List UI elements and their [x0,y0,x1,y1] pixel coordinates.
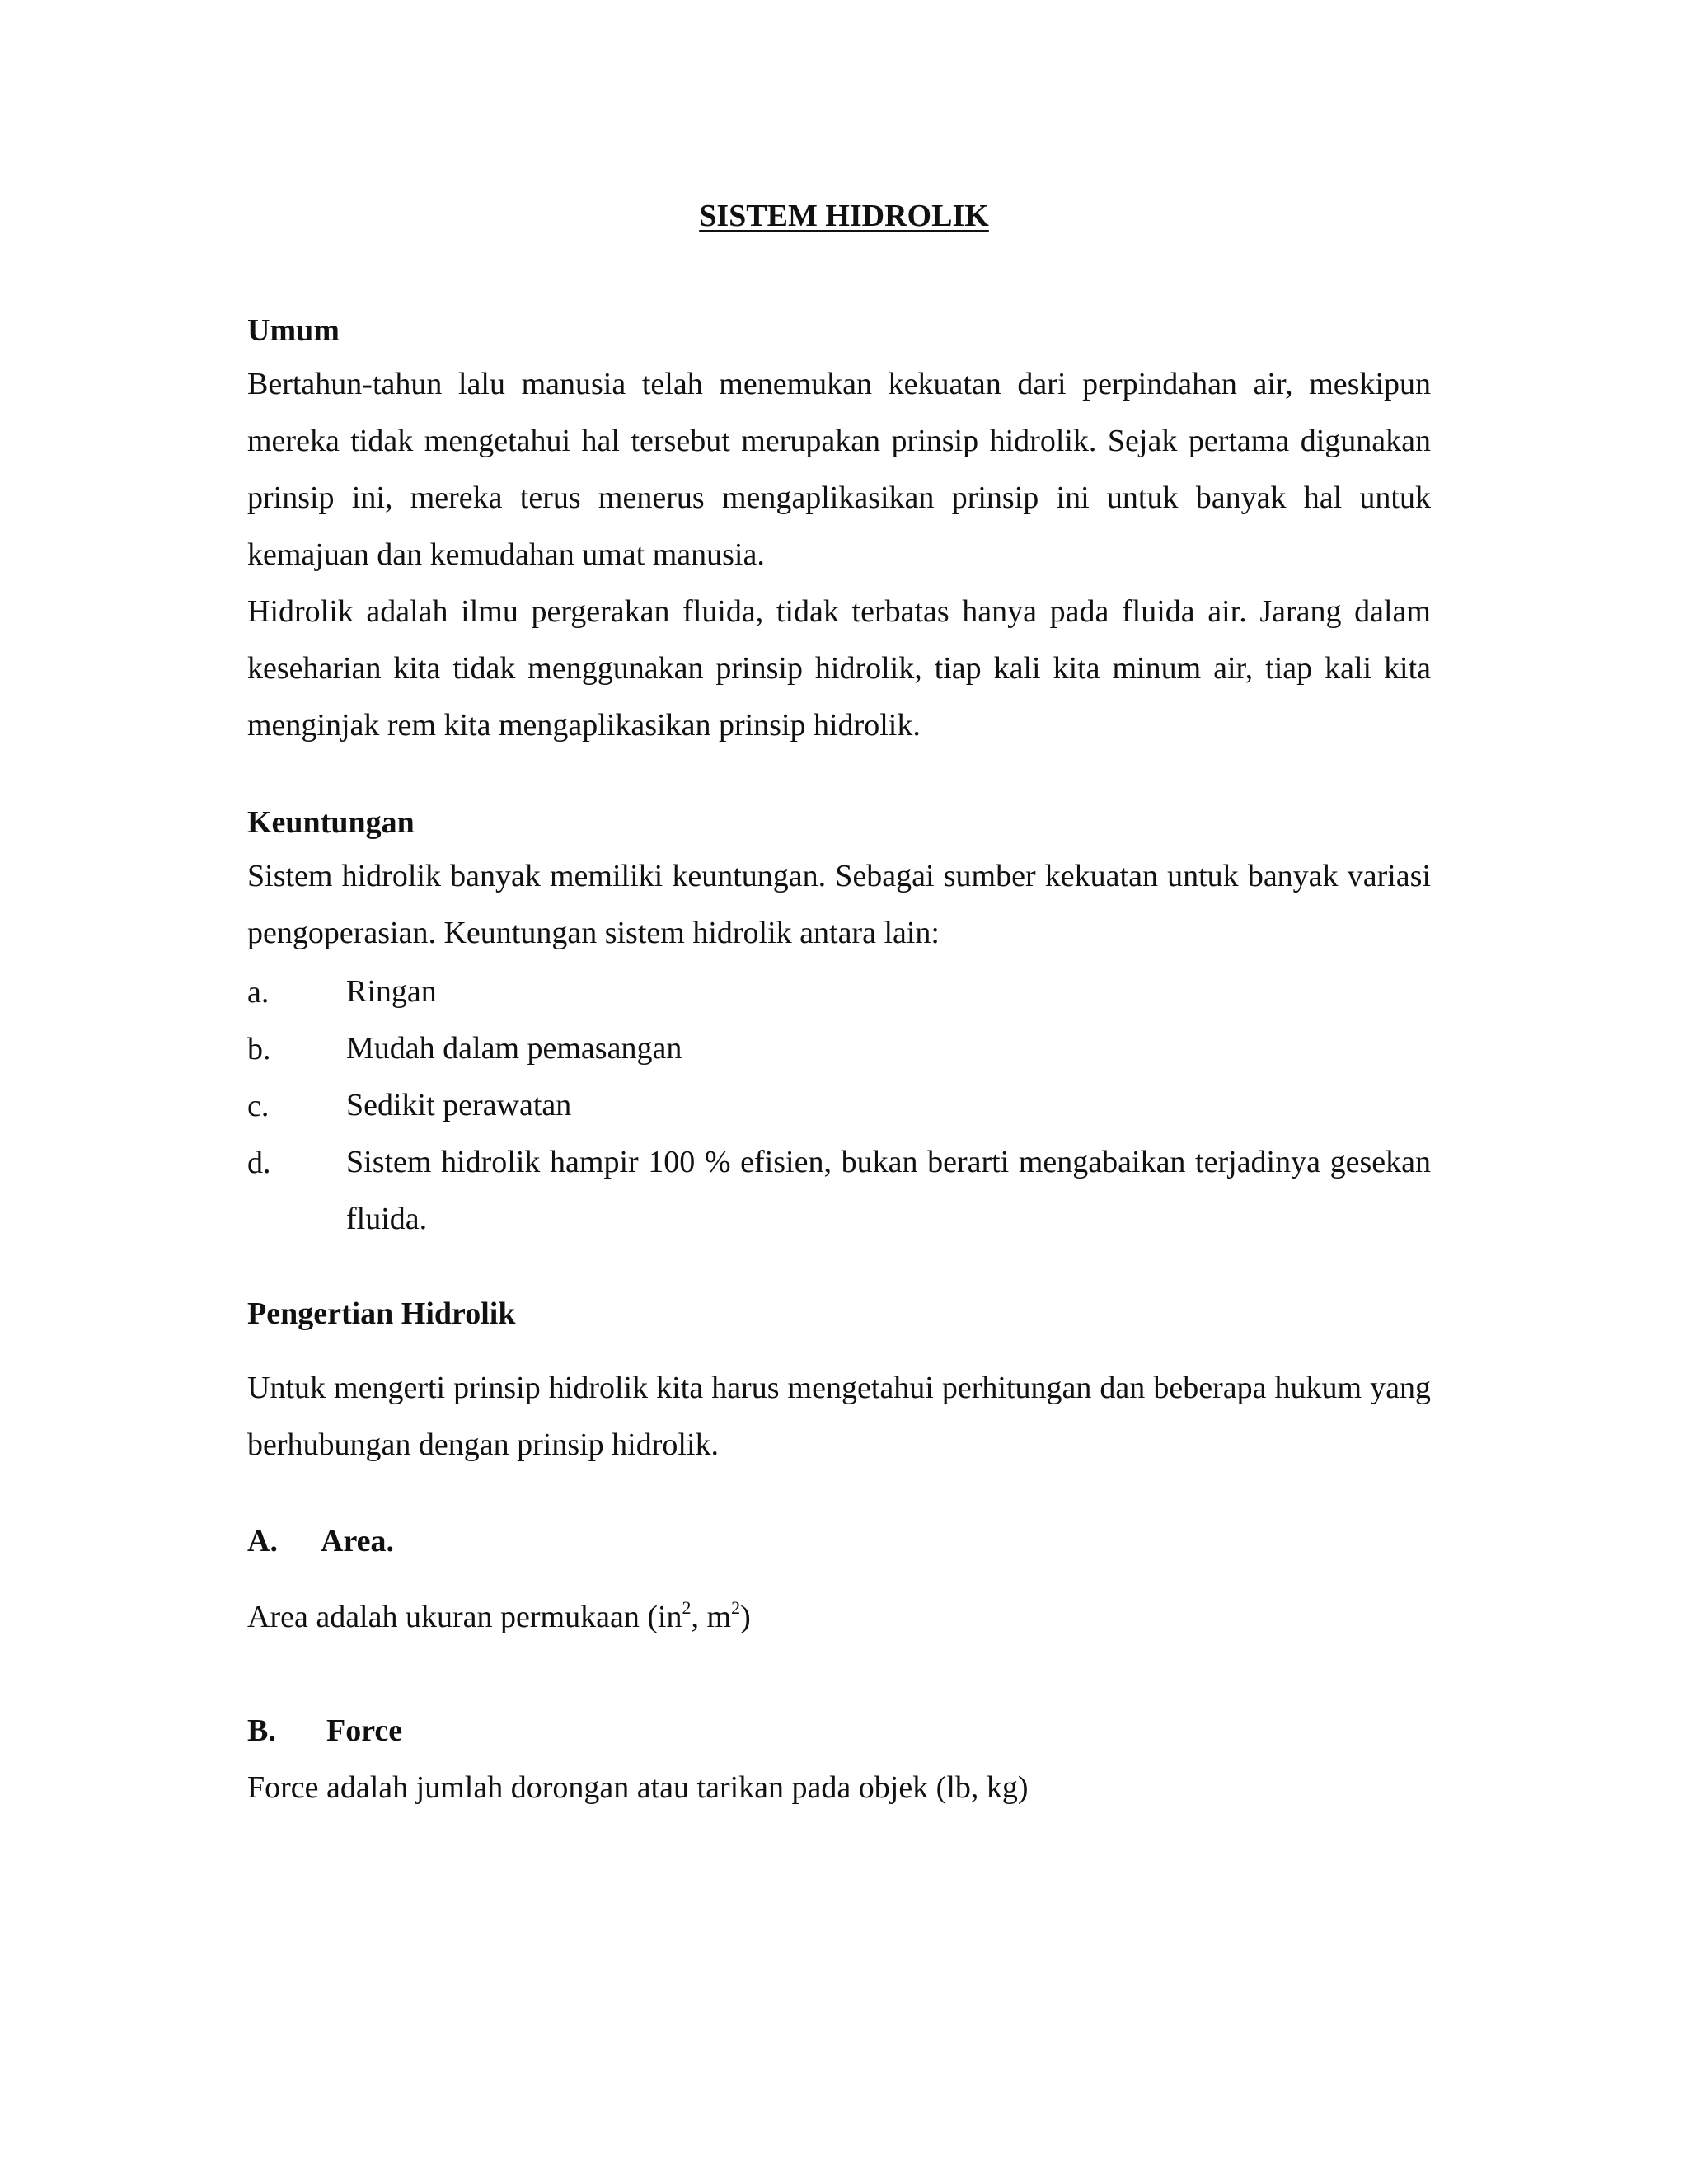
page-title: SISTEM HIDROLIK [699,199,989,233]
list-item-d: Sistem hidrolik hampir 100 % efisien, bukan berarti mengabaikan terjadinya gesekan fluida. [346,1145,1431,1236]
list-item-a: Ringan [346,974,437,1009]
pengertian-paragraph: Untuk mengerti prinsip hidrolik kita harus mengetahui perhitungan dan beberapa hukum yang berhubungan dengan prinsip hidrolik. [247,1371,1431,1462]
section-heading-umum: Umum [247,313,340,348]
area-text-suffix: ) [740,1600,751,1634]
list-item-c: Sedikit perawatan [346,1088,572,1122]
area-heading: Area. [321,1524,394,1558]
section-heading-keuntungan: Keuntungan [247,805,415,840]
umum-paragraph-2: Hidrolik adalah ilmu pergerakan fluida, tidak terbatas hanya pada fluida air. Jarang dalam keseharian kita tidak menggunakan prinsip hidrolik, tiap kali kita minum air, tiap kali kita menginjak rem kita mengaplikasikan prinsip hidrolik. [247,594,1431,743]
list-marker-c: c. [247,1089,270,1123]
keuntungan-paragraph: Sistem hidrolik banyak memiliki keuntungan. Sebagai sumber kekuatan untuk banyak variasi pengoperasian. Keuntungan sistem hidrolik antara lain: [247,859,1431,950]
force-marker: B. [247,1713,276,1748]
section-heading-pengertian: Pengertian Hidrolik [247,1296,516,1331]
area-text-mid: , m [691,1600,732,1634]
force-definition: Force adalah jumlah dorongan atau tarikan pada objek (lb, kg) [247,1770,1029,1805]
list-marker-b: b. [247,1032,271,1066]
list-item-b: Mudah dalam pemasangan [346,1031,682,1066]
area-text-prefix: Area adalah ukuran permukaan (in [247,1600,682,1634]
area-marker: A. [247,1524,278,1558]
force-heading: Force [326,1713,403,1748]
list-marker-d: d. [247,1146,271,1180]
list-marker-a: a. [247,975,270,1010]
area-sup-2: 2 [731,1597,741,1619]
area-definition [247,1597,751,1637]
umum-paragraph-1: Bertahun-tahun lalu manusia telah menemukan kekuatan dari perpindahan air, meskipun mereka tidak mengetahui hal tersebut merupakan prinsip hidrolik. Sejak pertama digunakan prinsip ini, mereka terus menerus mengaplikasikan prinsip ini untuk banyak hal untuk kemajuan dan kemudahan umat manusia. [247,367,1431,572]
area-sup-1: 2 [682,1597,692,1619]
